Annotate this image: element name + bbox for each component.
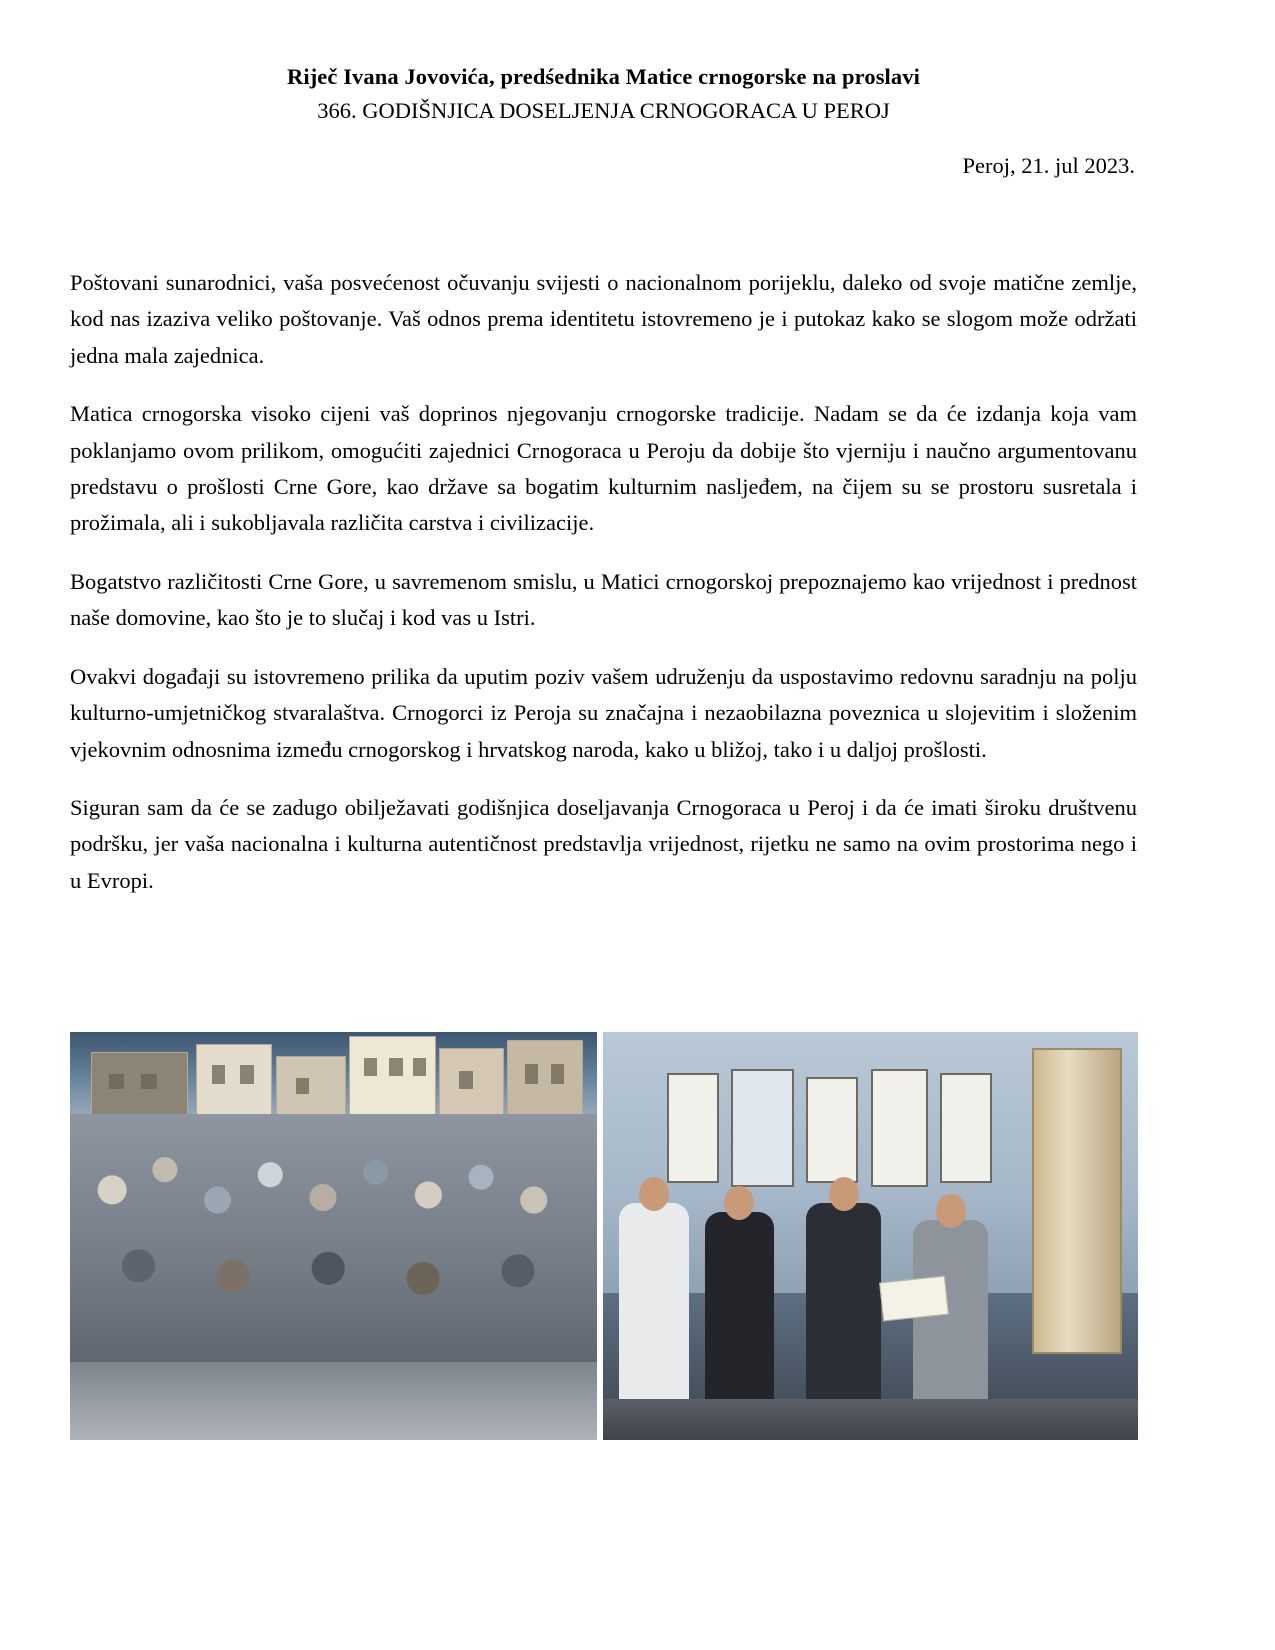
building-shape	[349, 1036, 435, 1124]
artwork-frame	[731, 1069, 794, 1187]
building-shape	[439, 1048, 504, 1123]
open-book	[879, 1276, 949, 1321]
artwork-frame	[871, 1069, 929, 1187]
document-subtitle: 366. GODIŠNJICA DOSELJENJA CRNOGORACA U PEROJ	[317, 98, 890, 124]
artwork-frame	[940, 1073, 992, 1183]
artwork-frame	[667, 1073, 719, 1183]
crowd-region	[70, 1114, 597, 1367]
paragraph-3: Bogatstvo različitosti Crne Gore, u savremenom smislu, u Matici crnogorskoj prepoznajemo kao vrijednost i prednost naše domovine, kao što je to slučaj i kod vas u Istri.	[70, 568, 1137, 631]
artwork-frame	[806, 1077, 858, 1183]
paragraph-4: Ovakvi događaji su istovremeno prilika da uputim poziv vašem udruženju da uspostavimo redovnu saradnju na polju kulturno-umjetničkog stvaralaštva. Crnogorci iz Peroja su značajna i nezaobilazna poveznica u slojevitim i složenim vjekovnim odnosnima između crnogorskog i hrvatskog naroda, kako u bližoj, tako i u daljoj prošlosti.	[70, 663, 1137, 762]
dateline: Peroj, 21. jul 2023.	[962, 152, 1135, 178]
paragraph-1: Poštovani sunarodnici, vaša posvećenost očuvanju svijesti o nacionalnom porijeklu, daleko od svoje matične zemlje, kod nas izaziva veliko poštovanje. Vaš odnos prema identitetu istovremeno je i putokaz kako se slogom može održati jedna mala zajednica.	[70, 269, 1137, 368]
paragraph-5: Siguran sam da će se zadugo obilježavati godišnjica doseljavanja Crnogoraca u Peroj i da će imati široku društvenu podršku, jer vaša nacionalna i kulturna autentičnost predstavlja vrijednost, rijetku ne samo na ovim prostorima nego i u Evropi.	[70, 795, 1137, 893]
photo-audience-outdoor-evening	[70, 1032, 597, 1440]
building-shape	[196, 1044, 272, 1124]
figure-row	[70, 1032, 1138, 1440]
paragraph-2: Matica crnogorska visoko cijeni vaš doprinos njegovanju crnogorske tradicije. Nadam se da će izdanja koja vam poklanjamo ovom prilikom, omogućiti zajednici Crnogoraca u Peroju da dobije što vjerniju i naučno argumentovanu predstavu o prošlosti Crne Gore, kao države sa bogatim kulturnim nasljeđem, na čijem su se prostoru susretala i prožimala, ali i sukobljavala različita carstva i civilizacije.	[70, 401, 1137, 536]
floor-region	[603, 1399, 1138, 1440]
building-shape	[507, 1040, 583, 1124]
photo-book-handover-gallery	[603, 1032, 1138, 1440]
document-body	[70, 265, 1137, 900]
ground-region	[70, 1362, 597, 1440]
doorway	[1032, 1048, 1122, 1354]
document-title: Riječ Ivana Jovovića, predśednika Matice crnogorske na proslavi	[287, 64, 920, 89]
